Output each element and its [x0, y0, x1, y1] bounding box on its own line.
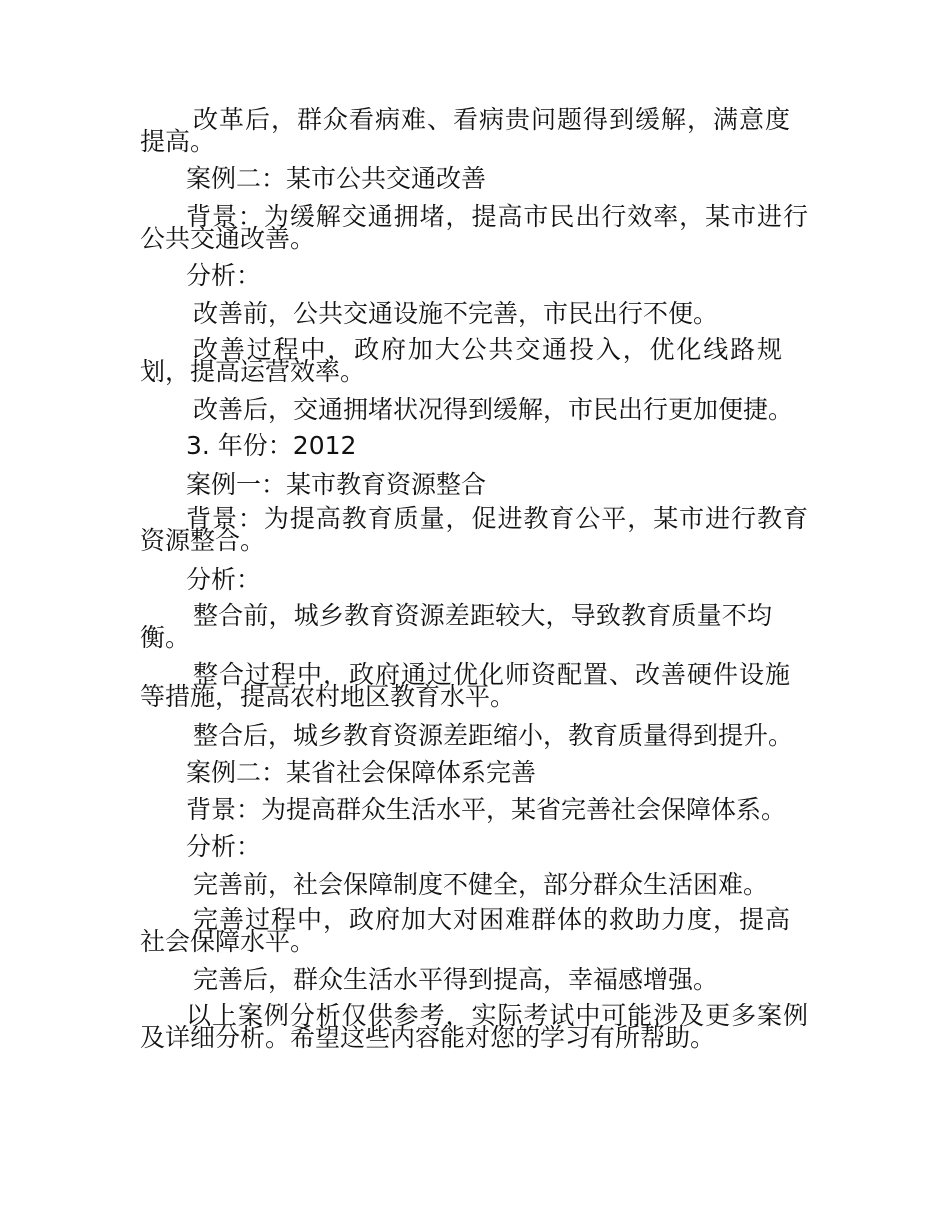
paragraph-transport-after: 改善后，交通拥堵状况得到缓解，市民出行更加便捷。 [193, 395, 794, 424]
case-heading-public-transport: 案例二：某市公共交通改善 [186, 164, 487, 193]
section-heading-year: 3. 年份：2012 [186, 431, 357, 460]
case-heading-social-security: 案例二：某省社会保障体系完善 [186, 758, 537, 787]
analysis-label-2: 分析： [186, 565, 262, 594]
paragraph-transport-process: 改善过程中，政府加大公共交通投入，优化线路规划，提高运营效率。 [140, 335, 782, 386]
paragraph-transport-background: 背景：为缓解交通拥堵，提高市民出行效率，某市进行公共交通改善。 [140, 202, 808, 253]
paragraph-closing-note: 以上案例分析仅供参考，实际考试中可能涉及更多案例及详细分析。希望这些内容能对您的学习有所帮助。 [140, 1001, 808, 1052]
paragraph-education-before: 整合前，城乡教育资源差距较大，导致教育质量不均衡。 [140, 601, 772, 652]
paragraph-security-background: 背景：为提高群众生活水平，某省完善社会保障体系。 [186, 795, 787, 824]
paragraph-reform-result: 改革后，群众看病难、看病贵问题得到缓解，满意度提高。 [140, 105, 790, 156]
paragraph-security-after: 完善后，群众生活水平得到提高，幸福感增强。 [193, 965, 719, 994]
analysis-label-1: 分析： [186, 261, 262, 290]
paragraph-security-process: 完善过程中，政府加大对困难群体的救助力度，提高社会保障水平。 [140, 905, 790, 956]
paragraph-security-before: 完善前，社会保障制度不健全，部分群众生活困难。 [193, 870, 769, 899]
paragraph-education-process: 整合过程中，政府通过优化师资配置、改善硬件设施等措施，提高农村地区教育水平。 [140, 660, 790, 711]
paragraph-education-after: 整合后，城乡教育资源差距缩小，教育质量得到提升。 [193, 721, 794, 750]
analysis-label-3: 分析： [186, 832, 262, 861]
paragraph-education-background: 背景：为提高教育质量，促进教育公平，某市进行教育资源整合。 [140, 504, 808, 555]
case-heading-education: 案例一：某市教育资源整合 [186, 470, 487, 499]
paragraph-transport-before: 改善前，公共交通设施不完善，市民出行不便。 [193, 299, 719, 328]
